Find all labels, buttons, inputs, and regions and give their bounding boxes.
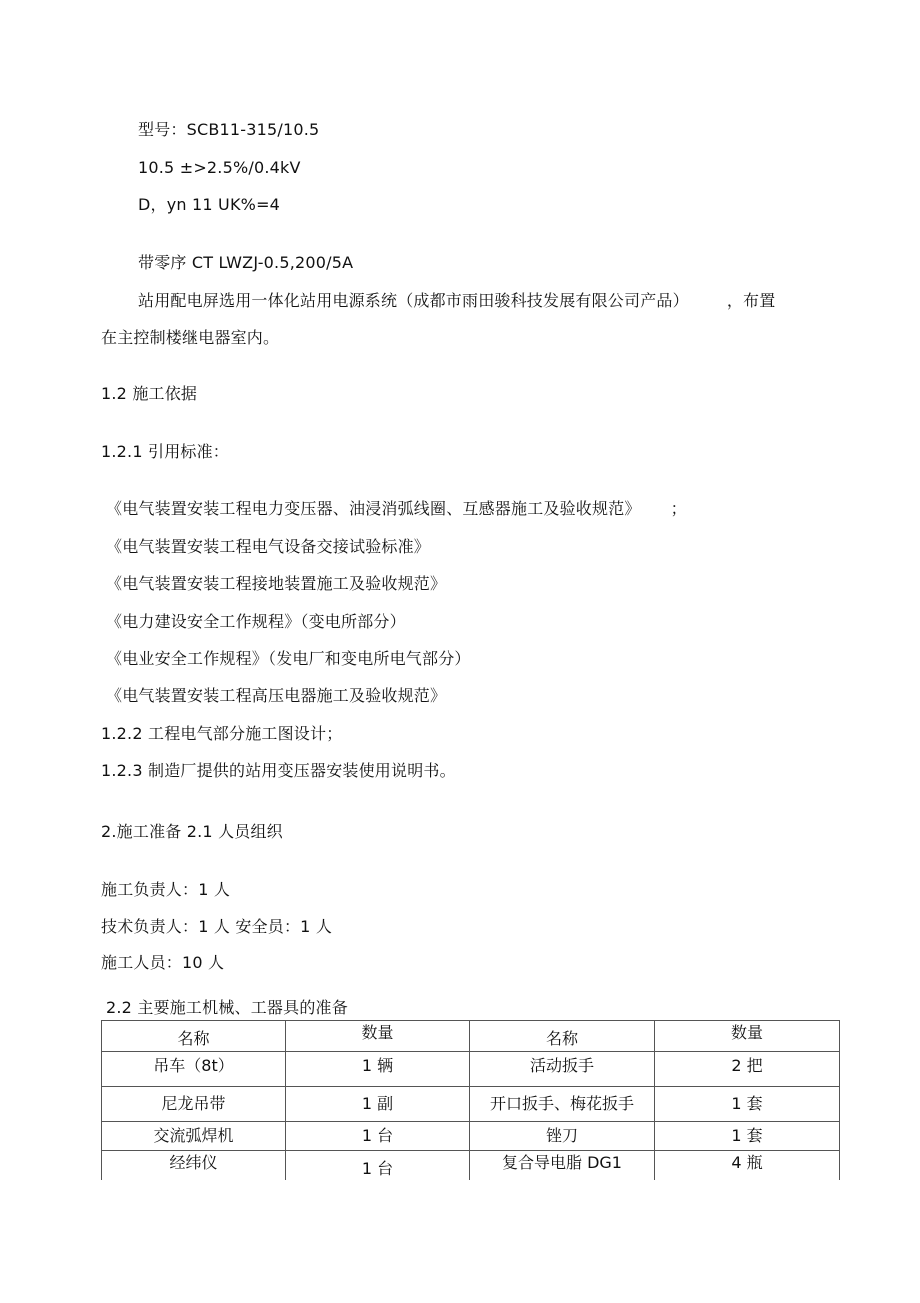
section-heading-1-2-1: 1.2.1 引用标准： [101,442,229,461]
section-heading-1-2: 1.2 施工依据 [101,384,198,403]
table-header-row [102,1021,840,1052]
table-cell: 4 瓶 [655,1151,840,1181]
section-heading-1-2-2: 1.2.2 工程电气部分施工图设计； [101,724,343,743]
table-header-cell: 数量 [286,1021,470,1052]
section-heading-1-2-3: 1.2.3 制造厂提供的站用变压器安装使用说明书。 [101,761,456,780]
table-row [102,1122,840,1151]
table-row [102,1052,840,1087]
standard-item-4: 《电力建设安全工作规程》（变电所部分） [106,612,406,631]
standard-item-1 [106,499,687,519]
section-heading-2-2: 2.2 主要施工机械、工器具的准备 [106,998,348,1017]
standard-item-6: 《电气装置安装工程高压电器施工及验收规范》 [106,686,447,705]
zero-sequence-ct: 带零序 CT LWZJ-0.5,200/5A [138,253,354,272]
distribution-screen-text-a: 站用配电屏选用一体化站用电源系统（成都市雨田骏科技发展有限公司产品） [138,291,689,310]
table-row [102,1151,840,1181]
section-heading-2: 2.施工准备 2.1 人员组织 [101,822,283,841]
table-cell: 吊车（8t） [102,1052,286,1087]
table-header-cell: 数量 [655,1021,840,1052]
table-cell: 1 套 [655,1122,840,1151]
standard-item-1-text: 《电气装置安装工程电力变压器、油浸消弧线圈、互感器施工及验收规范》 [106,499,641,518]
table-cell: 锉刀 [470,1122,655,1151]
table-cell: 1 副 [286,1087,470,1122]
table-cell: 2 把 [655,1052,840,1087]
transformer-model: 型号：SCB11-315/10.5 [138,120,320,139]
equipment-table [101,1020,840,1180]
table-row [102,1087,840,1122]
standard-item-5: 《电业安全工作规程》（发电厂和变电所电气部分） [106,649,471,668]
distribution-screen-text-b: ，布置 [726,291,776,310]
standard-item-2: 《电气装置安装工程电气设备交接试验标准》 [106,537,431,556]
transformer-connection: D，yn 11 UK%=4 [138,195,281,214]
table-cell: 交流弧焊机 [102,1122,286,1151]
distribution-screen-location: 在主控制楼继电器室内。 [101,328,280,347]
distribution-screen-text [138,291,775,311]
table-header-cell: 名称 [102,1021,286,1052]
staff-construction-lead: 施工负责人：1 人 [101,880,231,899]
standard-item-1-end: ； [670,499,687,518]
transformer-voltage: 10.5 ±>2.5%/0.4kV [138,158,301,177]
standard-item-3: 《电气装置安装工程接地装置施工及验收规范》 [106,574,447,593]
table-cell: 尼龙吊带 [102,1087,286,1122]
table-cell: 1 台 [286,1122,470,1151]
staff-workers: 施工人员：10 人 [101,953,225,972]
table-cell: 1 套 [655,1087,840,1122]
staff-technical-safety: 技术负责人：1 人 安全员：1 人 [101,917,333,936]
table-header-cell: 名称 [470,1021,655,1052]
table-cell: 复合导电脂 DG1 [470,1151,655,1181]
table-cell: 活动扳手 [470,1052,655,1087]
table-cell: 开口扳手、梅花扳手 [470,1087,655,1122]
table-cell: 1 台 [286,1151,470,1181]
table-cell: 1 辆 [286,1052,470,1087]
table-cell: 经纬仪 [102,1151,286,1181]
